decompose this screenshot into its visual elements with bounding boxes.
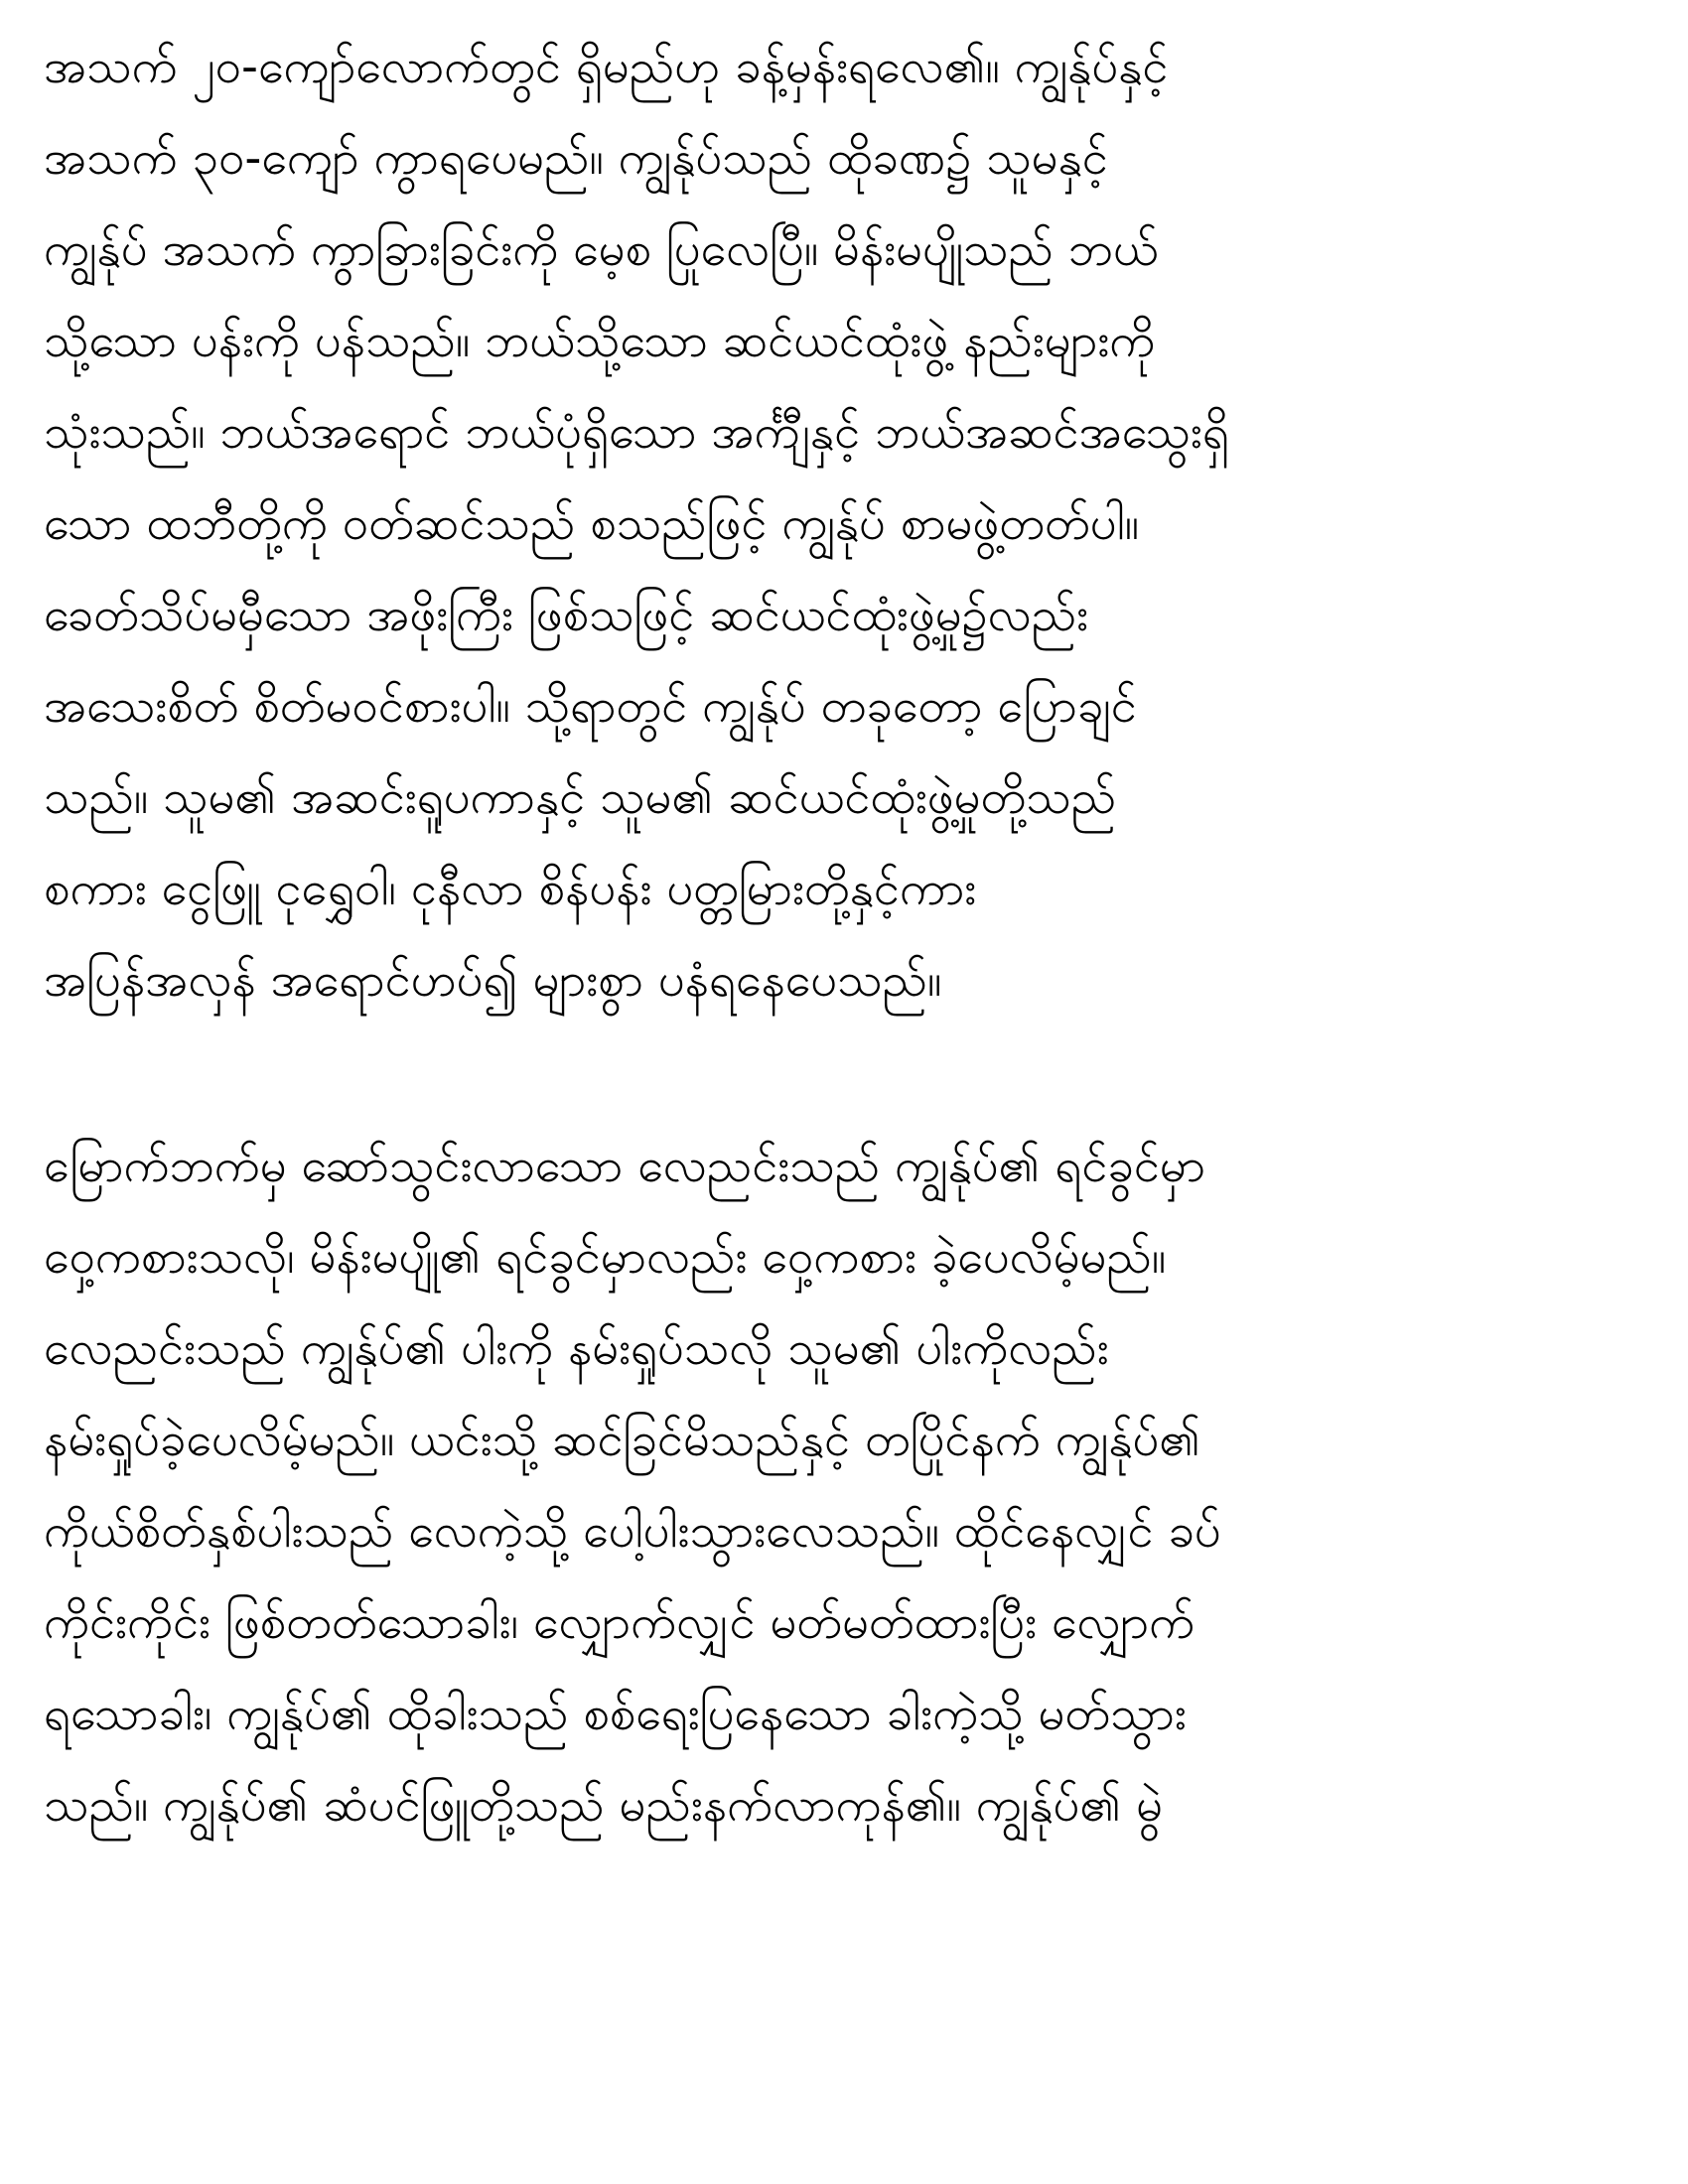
text-line: သည်။ သူမ၏ အဆင်းရူပကာနှင့် သူမ၏ ဆင်ယင်ထုံးဖွဲ့မှုတို့သည် <box>44 770 1117 825</box>
text-line: မြောက်ဘက်မှ ဆော်သွင်းလာသော လေညင်းသည် ကျွန်ုပ်၏ ရင်ခွင်မှာ <box>44 1139 1206 1193</box>
paragraph-1 <box>44 22 1644 1026</box>
text-line: ဝှေ့ကစားသလို၊ မိန်းမပျို၏ ရင်ခွင်မှာလည်း ဝှေ့ကစား ခဲ့ပေလိမ့်မည်။ <box>44 1230 1167 1285</box>
text-line: အပြန်အလှန် အရောင်ဟပ်၍ များစွာ ပနံရနေပေသည်။ <box>44 953 942 1008</box>
text-line: အသက် ၂၀-ကျော်လောက်တွင် ရှိမည်ဟု ခန့်မှန်းရလေ၏။ ကျွန်ုပ်နှင့် <box>44 40 1169 94</box>
paragraph-2 <box>44 1121 1644 1851</box>
text-line: စကား ငွေဖြူ ငုရွှေဝါ၊ ငုနီလာ စိန်ပန်း ပတ္တမြားတို့နှင့်ကား <box>44 862 977 916</box>
text-line: ခေတ်သိပ်မမှီသော အဖိုးကြီး ဖြစ်သဖြင့် ဆင်ယင်ထုံးဖွဲ့မှု၌လည်း <box>44 588 1089 642</box>
text-line: သော ထဘီတို့ကို ဝတ်ဆင်သည် စသည်ဖြင့် ကျွန်ုပ် စာမဖွဲ့တတ်ပါ။ <box>44 496 1139 551</box>
text-line: ရသောခါး၊ ကျွန်ုပ်၏ ထိုခါးသည် စစ်ရေးပြနေသော ခါးကဲ့သို့ မတ်သွား <box>44 1687 1187 1741</box>
paragraph-spacer <box>44 1026 1644 1121</box>
text-line: သည်။ ကျွန်ုပ်၏ ဆံပင်ဖြူတို့သည် မည်းနက်လာကုန်၏။ ကျွန်ုပ်၏ မွဲ <box>44 1778 1163 1833</box>
text-line: လေညင်းသည် ကျွန်ုပ်၏ ပါးကို နမ်းရှုပ်သလို သူမ၏ ပါးကိုလည်း <box>44 1321 1109 1376</box>
text-line: ကိုယ်စိတ်နှစ်ပါးသည် လေကဲ့သို့ ပေါ့ပါးသွားလေသည်။ ထိုင်နေလျှင် ခပ် <box>44 1504 1221 1559</box>
text-line: ကျွန်ုပ် အသက် ကွာခြားခြင်းကို မေ့စ ပြုလေပြီ။ မိန်းမပျိုသည် ဘယ် <box>44 222 1159 277</box>
text-line: သို့သော ပန်းကို ပန်သည်။ ဘယ်သို့သော ဆင်ယင်ထုံးဖွဲ့ နည်းများကို <box>44 314 1156 368</box>
text-line: သုံးသည်။ ဘယ်အရောင် ဘယ်ပုံရှိသော အင်္ကျီနှင့် ဘယ်အဆင်အသွေးရှိ <box>44 405 1229 460</box>
text-line: အသေးစိတ် စိတ်မဝင်စားပါ။ သို့ရာတွင် ကျွန်ုပ် တခုတော့ ပြောချင် <box>44 679 1137 734</box>
text-line: ကိုင်းကိုင်း ဖြစ်တတ်သောခါး၊ လျှောက်လျှင် မတ်မတ်ထားပြီး လျှောက် <box>44 1595 1196 1650</box>
document-page <box>44 22 1644 1851</box>
text-line: အသက် ၃၀-ကျော် ကွာရပေမည်။ ကျွန်ုပ်သည် ထိုခဏ၌ သူမနှင့် <box>44 131 1108 186</box>
text-line: နမ်းရှုပ်ခဲ့ပေလိမ့်မည်။ ယင်းသို့ ဆင်ခြင်မိသည်နှင့် တပြိုင်နက် ကျွန်ုပ်၏ <box>44 1413 1201 1467</box>
